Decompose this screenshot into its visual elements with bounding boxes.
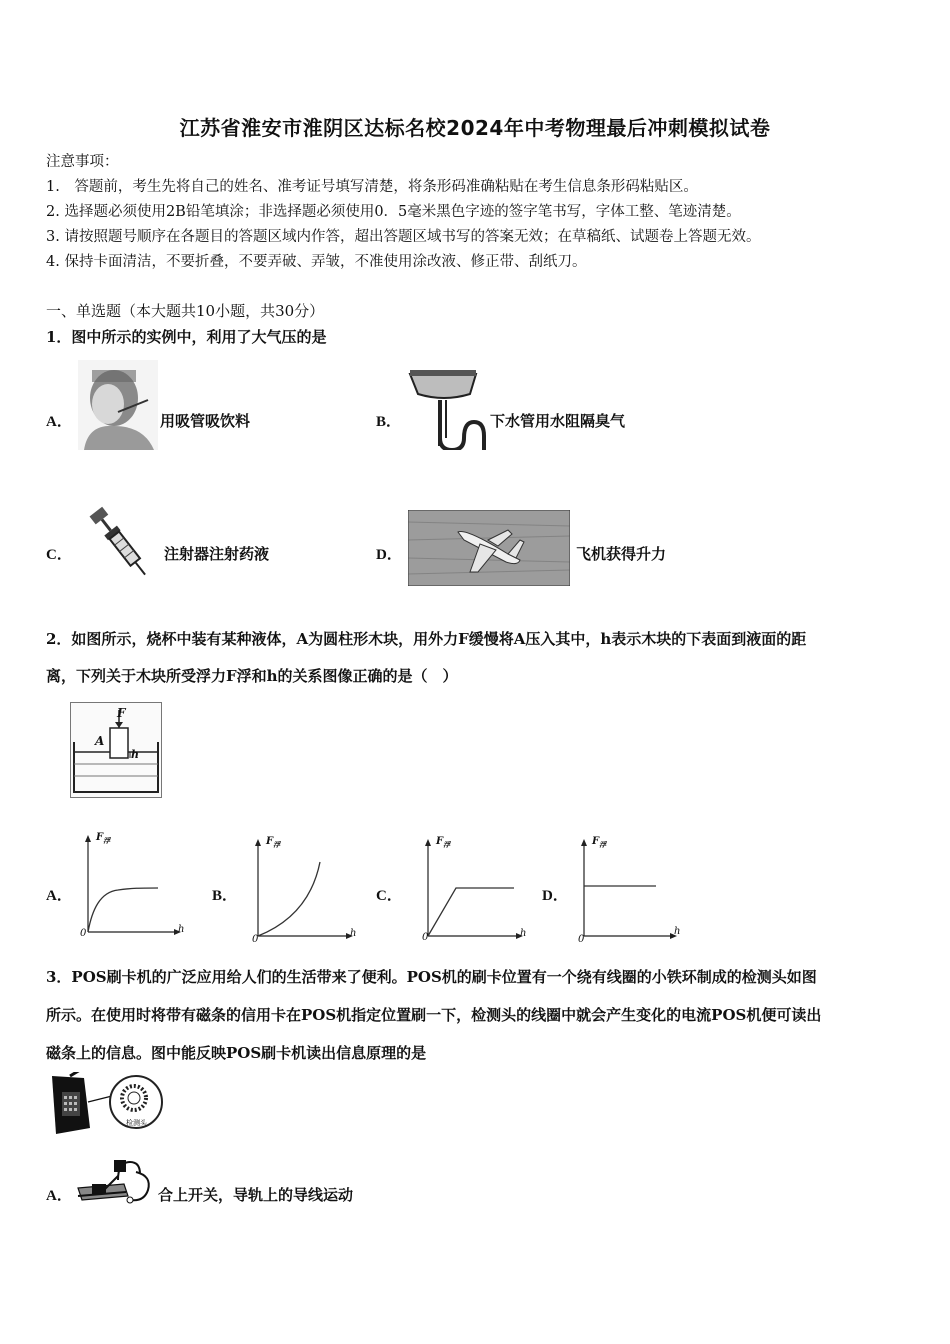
q3-option-a-letter[interactable]: A． bbox=[46, 1188, 72, 1204]
notice-block bbox=[46, 150, 926, 275]
graph-a-saturating-curve bbox=[78, 832, 188, 944]
q1-option-b-text: 下水管用水阻隔臭气 bbox=[490, 412, 626, 430]
q1-option-d-text: 飞机获得升力 bbox=[576, 545, 667, 563]
q3-option-a-text: 合上开关，导轨上的导线运动 bbox=[158, 1186, 354, 1204]
q1-option-c-letter[interactable]: C． bbox=[46, 547, 72, 563]
person-drinking-straw-icon bbox=[78, 360, 158, 450]
graph-d-origin: 0 bbox=[578, 934, 585, 945]
q1-option-b-letter[interactable]: B． bbox=[376, 414, 402, 430]
figure-label-block: A bbox=[95, 734, 105, 748]
q2-option-d-letter[interactable]: D． bbox=[542, 888, 568, 904]
question-1-stem: 1．图中所示的实例中，利用了大气压的是 bbox=[46, 328, 327, 346]
graph-c-y-label: $F_浮$ bbox=[436, 836, 451, 849]
notice-item-4: 4. 保持卡面清洁，不要折叠，不要弄破、弄皱，不准使用涂改液、修正带、刮纸刀。 bbox=[46, 254, 587, 270]
graph-d-constant bbox=[574, 836, 686, 948]
graph-a-y-label: $F_浮$ bbox=[96, 832, 111, 845]
airplane-icon bbox=[408, 510, 570, 586]
section-heading: 一、单选题（本大题共10小题，共30分） bbox=[46, 302, 325, 320]
q1-option-a-letter[interactable]: A． bbox=[46, 414, 72, 430]
figure-label-depth: h bbox=[131, 748, 139, 761]
question-3-stem-line-3: 磁条上的信息。图中能反映POS刷卡机读出信息原理的是 bbox=[46, 1044, 427, 1062]
graph-b-increasing-curve bbox=[248, 836, 360, 948]
graph-a-x-label: h bbox=[178, 924, 185, 935]
detection-head-label: 检测头 bbox=[126, 1119, 147, 1127]
q2-option-a-letter[interactable]: A． bbox=[46, 888, 72, 904]
graph-d-y-label: $F_浮$ bbox=[592, 836, 607, 849]
q2-option-c-letter[interactable]: C． bbox=[376, 888, 402, 904]
q2-option-b-letter[interactable]: B． bbox=[212, 888, 238, 904]
beaker-block-figure bbox=[70, 702, 162, 798]
graph-b-x-label: h bbox=[350, 928, 357, 939]
graph-d-x-label: h bbox=[674, 926, 681, 937]
q1-option-c-text: 注射器注射药液 bbox=[164, 545, 270, 563]
q1-option-a-text: 用吸管吸饮料 bbox=[160, 412, 251, 430]
question-2-stem-line-1: 2．如图所示，烧杯中装有某种液体，A为圆柱形木块，用外力F缓慢将A压入其中，h表示木块的下表面到液面的距 bbox=[46, 630, 807, 648]
graph-c-linear-then-flat bbox=[418, 836, 530, 948]
pos-machine-figure bbox=[46, 1072, 164, 1138]
syringe-icon bbox=[76, 494, 160, 586]
notice-item-2: 2. 选择题必须使用2B铅笔填涂；非选择题必须使用0．5毫米黑色字迹的签字笔书写，字体工整、笔迹清楚。 bbox=[46, 204, 741, 220]
graph-b-y-label: $F_浮$ bbox=[266, 836, 281, 849]
graph-a-origin: 0 bbox=[80, 928, 87, 939]
question-2-stem-line-2: 离，下列关于木块所受浮力F浮和h的关系图像正确的是（ ） bbox=[46, 667, 458, 685]
graph-c-origin: 0 bbox=[422, 932, 429, 943]
sink-drain-trap-icon bbox=[406, 366, 486, 450]
q1-option-d-letter[interactable]: D． bbox=[376, 547, 402, 563]
question-3-stem-line-2: 所示。在使用时将带有磁条的信用卡在POS机指定位置刷一下，检测头的线圈中就会产生变化的电流POS机便可读出 bbox=[46, 1006, 822, 1024]
notice-item-1: 1. 答题前，考生先将自己的姓名、准考证号填写清楚，将条形码准确粘贴在考生信息条形码粘贴区。 bbox=[46, 179, 698, 195]
page-title: 江苏省淮安市淮阴区达标名校2024年中考物理最后冲刺模拟试卷 bbox=[179, 116, 771, 140]
question-3-stem-line-1: 3．POS刷卡机的广泛应用给人们的生活带来了便利。POS机的刷卡位置有一个绕有线圈的小铁环制成的检测头如图 bbox=[46, 968, 817, 986]
figure-label-force: F bbox=[117, 706, 126, 720]
graph-c-x-label: h bbox=[520, 928, 527, 939]
rail-circuit-icon bbox=[74, 1156, 158, 1208]
graph-b-origin: 0 bbox=[252, 934, 259, 945]
notice-item-3: 3. 请按照题号顺序在各题目的答题区域内作答，超出答题区域书写的答案无效；在草稿纸、试题卷上答题无效。 bbox=[46, 229, 761, 245]
notice-heading: 注意事项： bbox=[46, 154, 119, 170]
